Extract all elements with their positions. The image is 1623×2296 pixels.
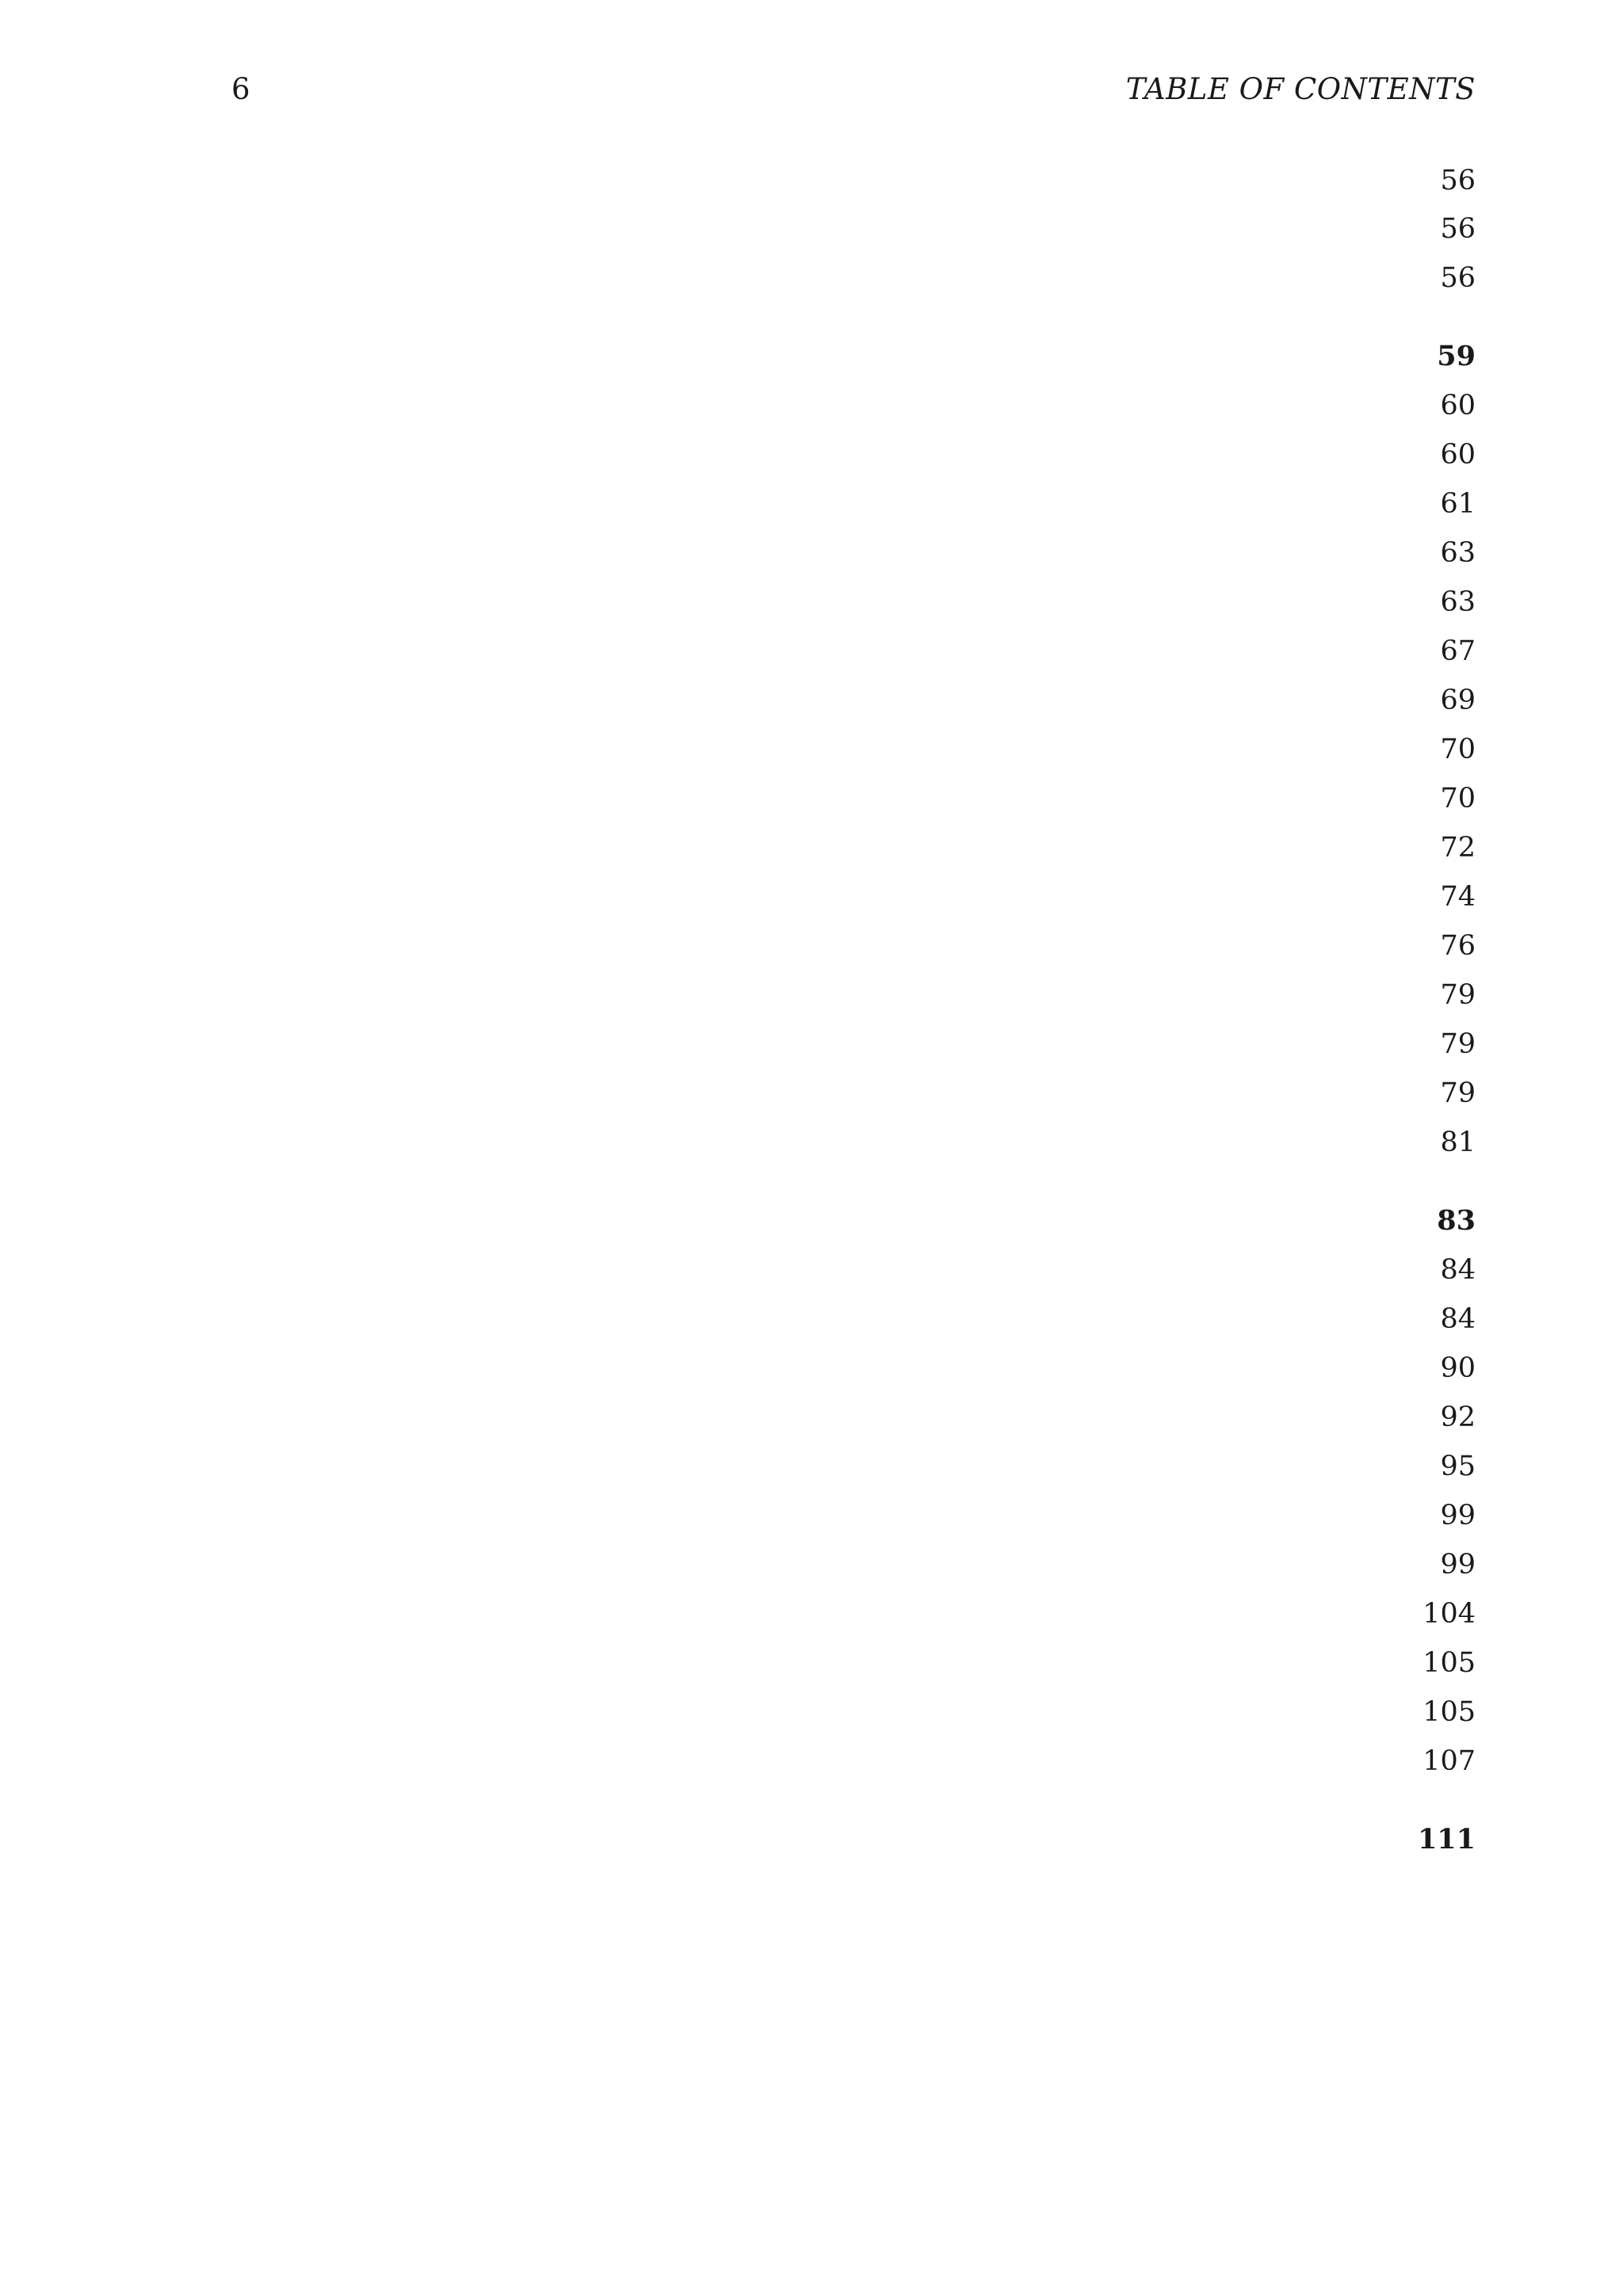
toc-entry-page: 63 xyxy=(231,533,1476,573)
toc-entry[interactable] xyxy=(231,1692,1476,1732)
page-number: 6 xyxy=(231,72,250,106)
toc-entry[interactable] xyxy=(231,258,1476,298)
toc-entry-page: 56 xyxy=(231,209,1476,249)
toc-entry-page: 105 xyxy=(231,1643,1476,1683)
toc-entry-page: 72 xyxy=(231,828,1476,868)
toc-entry-page: 79 xyxy=(231,1024,1476,1064)
toc-entry-page: 79 xyxy=(231,1074,1476,1113)
toc-entry-page: 76 xyxy=(231,926,1476,966)
toc-entry[interactable] xyxy=(231,631,1476,671)
toc-entry-page: 56 xyxy=(231,161,1476,200)
toc-entry[interactable] xyxy=(231,1024,1476,1064)
toc-entry[interactable] xyxy=(231,435,1476,475)
toc-entry-page: 63 xyxy=(231,582,1476,622)
toc-entry[interactable] xyxy=(231,926,1476,966)
toc-entry[interactable] xyxy=(231,386,1476,425)
toc-entry-page: 60 xyxy=(231,435,1476,475)
toc-entry-page: 81 xyxy=(231,1123,1476,1162)
toc-entry[interactable] xyxy=(231,1123,1476,1162)
running-header xyxy=(231,70,1476,109)
toc-entry[interactable] xyxy=(231,1496,1476,1535)
toc-entry-page: 92 xyxy=(231,1398,1476,1437)
toc-entry-page: 69 xyxy=(231,681,1476,720)
toc-entry-page: 99 xyxy=(231,1496,1476,1535)
toc-entry-page: 61 xyxy=(231,484,1476,524)
toc-entry-page: 84 xyxy=(231,1250,1476,1290)
toc-entry-page: 56 xyxy=(231,258,1476,298)
toc-entry[interactable] xyxy=(231,1074,1476,1113)
toc-entry[interactable] xyxy=(231,209,1476,249)
toc-entry[interactable] xyxy=(231,828,1476,868)
toc-entry[interactable] xyxy=(231,1348,1476,1388)
header-title: TABLE OF CONTENTS xyxy=(1125,72,1476,106)
toc-entry-page: 99 xyxy=(231,1545,1476,1585)
toc-entry-page: 90 xyxy=(231,1348,1476,1388)
toc-entry[interactable] xyxy=(231,975,1476,1015)
toc-entry-page: 74 xyxy=(231,877,1476,917)
toc-entry[interactable] xyxy=(231,1594,1476,1634)
toc-entry[interactable] xyxy=(231,1447,1476,1486)
toc-entry[interactable] xyxy=(231,582,1476,622)
toc-entry[interactable] xyxy=(231,1643,1476,1683)
toc-entry[interactable] xyxy=(231,1545,1476,1585)
toc-entry[interactable] xyxy=(231,1299,1476,1339)
toc-chapter-entry[interactable] xyxy=(231,337,1476,376)
toc-entry-page: 83 xyxy=(231,1201,1476,1241)
toc-entry[interactable] xyxy=(231,681,1476,720)
toc-entry[interactable] xyxy=(231,1250,1476,1290)
toc-entry[interactable] xyxy=(231,877,1476,917)
toc-entry[interactable] xyxy=(231,779,1476,818)
toc-entry-page: 105 xyxy=(231,1692,1476,1732)
toc-entry-page: 67 xyxy=(231,631,1476,671)
toc-entry-page: 107 xyxy=(231,1741,1476,1781)
toc-entry[interactable] xyxy=(231,1741,1476,1781)
toc-entry[interactable] xyxy=(231,1398,1476,1437)
toc-entry-page: 84 xyxy=(231,1299,1476,1339)
toc-entry[interactable] xyxy=(231,484,1476,524)
toc-entry-page: 60 xyxy=(231,386,1476,425)
toc-entry-page: 70 xyxy=(231,730,1476,769)
toc-chapter-entry[interactable] xyxy=(231,1201,1476,1241)
toc-entry-page: 111 xyxy=(231,1820,1476,1859)
toc-entry[interactable] xyxy=(231,161,1476,200)
toc-entry-page: 70 xyxy=(231,779,1476,818)
toc-chapter-entry[interactable] xyxy=(231,1820,1476,1859)
toc-entry[interactable] xyxy=(231,730,1476,769)
toc-entry-page: 95 xyxy=(231,1447,1476,1486)
toc-entry[interactable] xyxy=(231,533,1476,573)
toc-entry-page: 59 xyxy=(231,337,1476,376)
toc-entry-page: 79 xyxy=(231,975,1476,1015)
toc-entry-page: 104 xyxy=(231,1594,1476,1634)
